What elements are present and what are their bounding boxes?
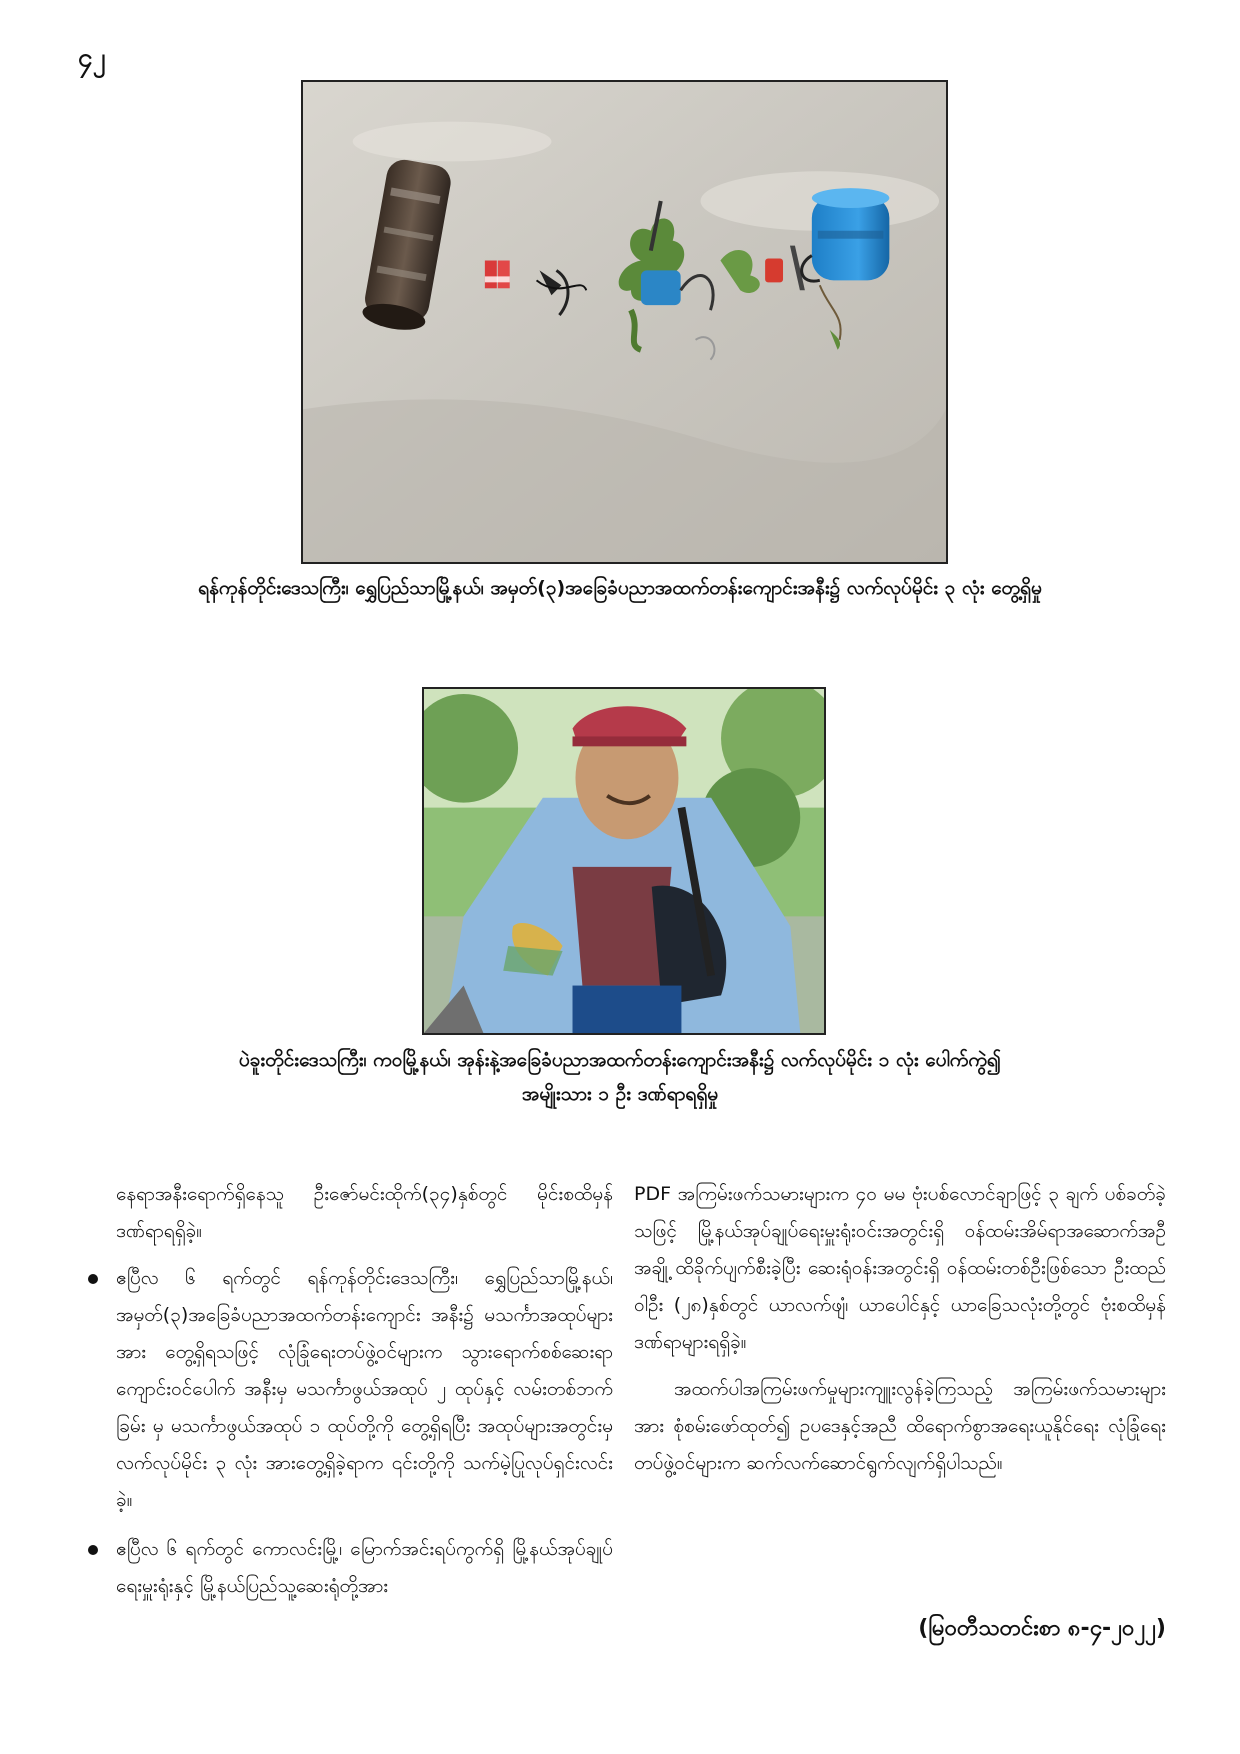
figure-2-caption — [100, 1043, 1140, 1111]
photo-injured-man-graphic — [424, 689, 824, 1033]
bullet-text-1: ဧပြီလ ၆ ရက်တွင် ရန်ကုန်တိုင်းဒေသကြီး၊ ရွှေပြည်သာမြို့နယ်၊ အမှတ်(၃)အခြေခံပညာအထက်တန်းကျောင်း အနီး၌ မသင်္ကာအထုပ်များအား တွေ့ရှိရသဖြင့် လုံခြုံရေးတပ်ဖွဲ့ဝင်များက သွားရောက်စစ်ဆေးရာ ကျောင်းဝင်ပေါက် အနီးမှ မသင်္ကာဖွယ်အထုပ် ၂ ထုပ်နှင့် လမ်းတစ်ဘက်ခြမ်း မှ မသင်္ကာဖွယ်အထုပ် ၁ ထုပ်တို့ကို တွေ့ရှိရပြီး အထုပ်များအတွင်းမှ လက်လုပ်မိုင်း ၃ လုံး အားတွေ့ရှိခဲ့ရာက ၎င်းတို့ကို သက်မဲ့ပြုလုပ်ရှင်းလင်းခဲ့။ — [116, 1267, 613, 1511]
bullet-icon — [88, 1545, 98, 1555]
right-paragraph-2: အထက်ပါအကြမ်းဖက်မှုများကျူးလွန်ခဲ့ကြသည့် အကြမ်းဖက်သမားများအား စုံစမ်းဖော်ထုတ်၍ ဥပဒေနှင့်အညီ ထိရောက်စွာအရေးယူနိုင်ရေး လုံခြုံရေးတပ်ဖွဲ့ဝင်များက ဆက်လက်ဆောင်ရွက်လျက်ရှိပါသည်။ — [634, 1378, 1166, 1474]
bullet-item-1 — [88, 1260, 613, 1519]
figure-1-caption: ရန်ကုန်တိုင်းဒေသကြီး၊ ရွှေပြည်သာမြို့နယ်၊ အမှတ်(၃)အခြေခံပညာအထက်တန်းကျောင်းအနီး၌ လက်လုပ်မိုင်း ၃ လုံး တွေ့ရှိမှု — [198, 577, 1042, 599]
bullet-icon — [88, 1274, 98, 1284]
bullet-item-2 — [88, 1531, 613, 1605]
left-column — [88, 1176, 613, 1617]
left-continued-paragraph: နေရာအနီးရောက်ရှိနေသူ ဦးဇော်မင်းထိုက်(၃၄)နှစ်တွင် မိုင်းစထိမှန်ဒဏ်ရာရရှိခဲ့။ — [116, 1183, 613, 1242]
photo-mines-on-ground — [301, 80, 948, 564]
figure-2-caption-line-2: အမျိုးသား ၁ ဦး ဒဏ်ရာရရှိမှု — [521, 1083, 719, 1105]
right-column — [634, 1176, 1166, 1492]
photo-injured-man — [422, 687, 826, 1035]
page-number: ၄၂ — [78, 43, 106, 73]
photo-mines-on-ground-graphic — [303, 82, 946, 562]
bullet-text-2: ဧပြီလ ၆ ရက်တွင် ကောလင်းမြို့၊ မြောက်အင်းရပ်ကွက်ရှိ မြို့နယ်အုပ်ချုပ်ရေးမှူးရုံးနှင့် မြို့နယ်ပြည်သူ့ဆေးရုံတို့အား — [116, 1538, 613, 1597]
figure-2-caption-line-1: ပဲခူးတိုင်းဒေသကြီး၊ ကဝမြို့နယ်၊ အုန်းနဲ့အခြေခံပညာအထက်တန်းကျောင်းအနီး၌ လက်လုပ်မိုင်း ၁ လုံး ပေါက်ကွဲ၍ — [238, 1049, 1002, 1071]
source-citation: (မြဝတီသတင်းစာ ၈-၄-၂၀၂၂) — [918, 1616, 1166, 1641]
right-paragraph-1: PDF အကြမ်းဖက်သမားများက ၄၀ မမ ဗုံးပစ်လောင်ချာဖြင့် ၃ ချက် ပစ်ခတ်ခဲ့သဖြင့် မြို့နယ်အုပ်ချုပ်ရေးမှူးရုံးဝင်းအတွင်းရှိ ဝန်ထမ်းအိမ်ရာအဆောက်အဦအချို့ ထိခိုက်ပျက်စီးခဲ့ပြီး ဆေးရုံဝန်းအတွင်းရှိ ဝန်ထမ်းတစ်ဦးဖြစ်သော ဦးထည်ဝါဦး (၂၈)နှစ်တွင် ယာလက်ဖျံ၊ ယာပေါင်နှင့် ယာခြေသလုံးတို့တွင် ဗုံးစထိမှန်ဒဏ်ရာများရရှိခဲ့။ — [634, 1183, 1166, 1353]
